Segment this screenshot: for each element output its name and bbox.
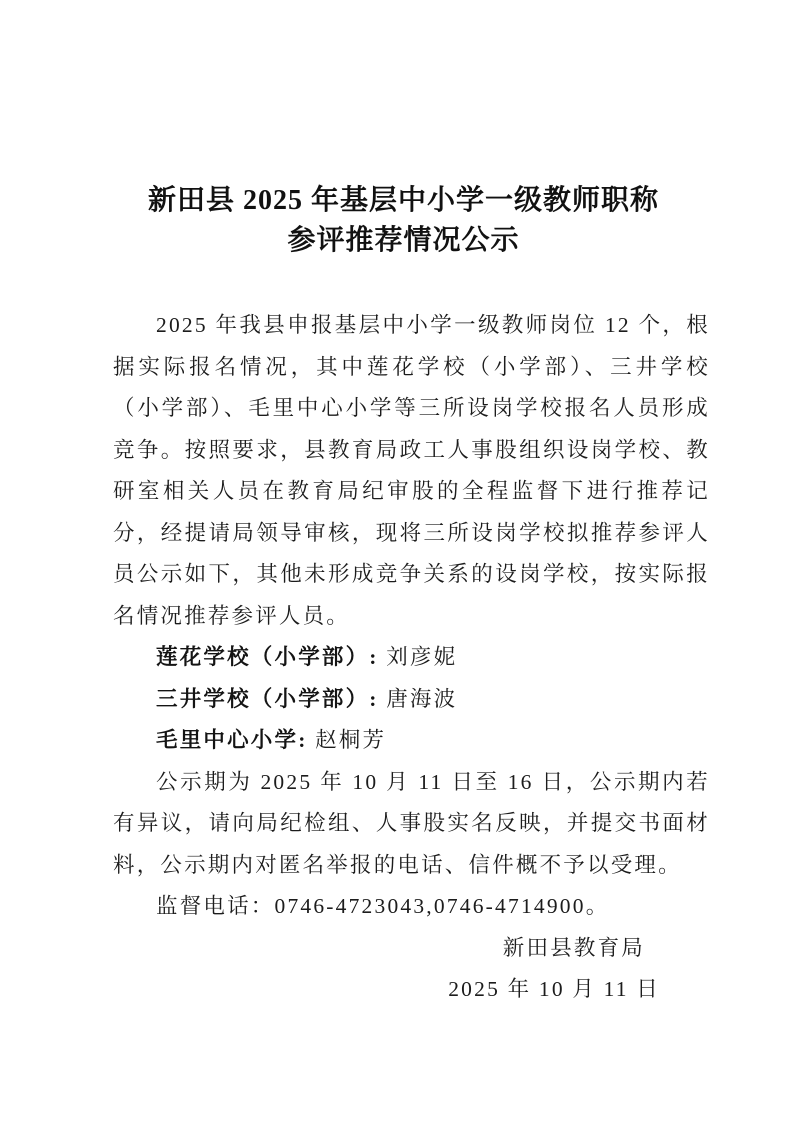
recommendation-line bbox=[113, 679, 710, 721]
school-label: 毛里中心小学: bbox=[156, 728, 308, 752]
school-label: 三井学校（小学部）: bbox=[156, 686, 379, 711]
teacher-name: 刘彦妮 bbox=[386, 645, 458, 669]
title-line-2: 参评推荐情况公示 bbox=[287, 225, 520, 256]
supervision-phone-line: 监督电话：0746-4723043,0746-4714900。 bbox=[156, 894, 610, 918]
intro-paragraph: 2025 年我县申报基层中小学一级教师岗位 12 个，根据实际报名情况，其中莲花学校（小学部）、三井学校（小学部）、毛里中心小学等三所设岗学校报名人员形成竞争。按照要求，县教育局政工人事股组织设岗学校、教研室相关人员在教育局纪审股的全程监督下进行推荐记分，经提请局领导审核，现将三所设岗学校拟推荐参评人员公示如下，其他未形成竞争关系的设岗学校，按实际报名情况推荐参评人员。 bbox=[113, 313, 710, 628]
recommendation-line bbox=[113, 637, 710, 679]
school-label: 莲花学校（小学部）: bbox=[156, 645, 379, 669]
signature-date: 2025 年 10 月 11 日 bbox=[448, 977, 660, 1001]
title-line-1: 新田县 2025 年基层中小学一级教师职称 bbox=[147, 185, 659, 216]
notice-paragraph: 公示期为 2025 年 10 月 11 日至 16 日，公示期内若有异议，请向局纪检组、人事股实名反映，并提交书面材料，公示期内对匿名举报的电话、信件概不予以受理。 bbox=[113, 769, 710, 877]
document-title bbox=[97, 181, 710, 261]
document-content bbox=[113, 181, 710, 1011]
document-body bbox=[113, 305, 710, 1011]
teacher-name: 赵桐芳 bbox=[315, 728, 387, 752]
recommendation-line bbox=[113, 720, 710, 762]
teacher-name: 唐海波 bbox=[386, 686, 458, 711]
signature-org: 新田县教育局 bbox=[502, 935, 645, 960]
